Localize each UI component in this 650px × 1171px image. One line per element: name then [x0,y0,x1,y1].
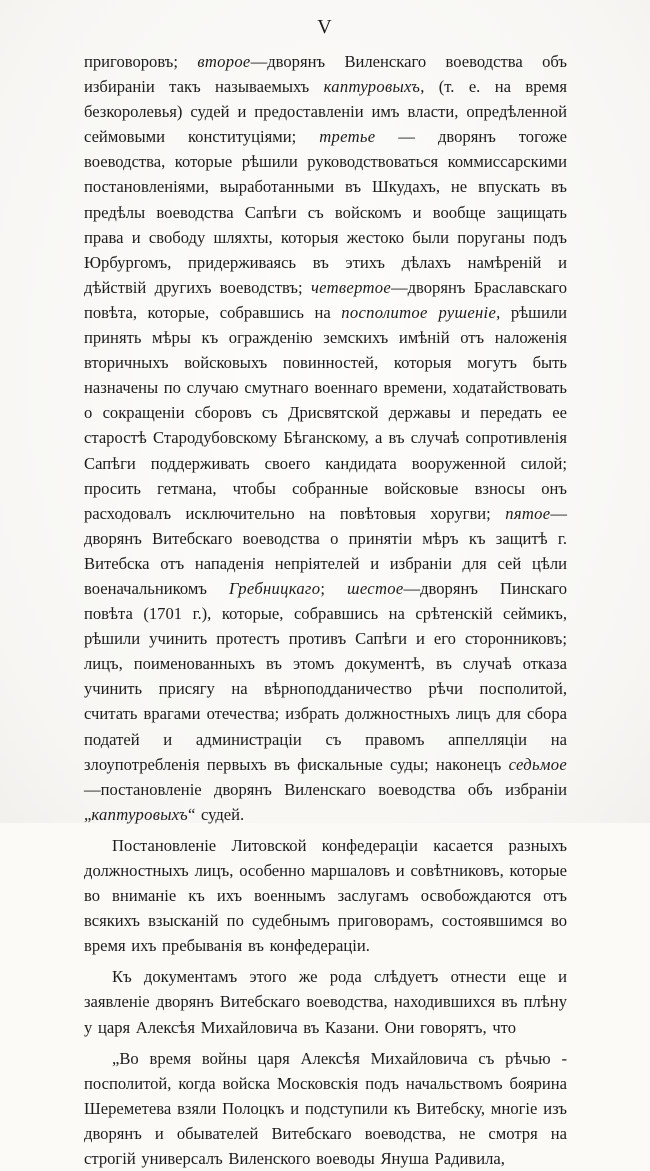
text-segment: — дворянъ тогоже воеводства, которые рѣшили руководствоваться коммиссарскими постановленіями, выработанными въ Шкудахъ, не впускать въ предѣлы воеводства Сапѣги съ войскомъ и вообще защищать права и свободу шляхты, которыя жестоко были поруганы подъ Юрбургомъ, придерживаясь въ этихъ дѣлахъ намѣреній и дѣйствій другихъ воеводствъ; [84,127,567,297]
text-segment: приговоровъ; [84,52,198,71]
text-segment: „Во время войны царя Алексѣя Михайловича съ рѣчью - посполитой, когда войска Московскія подъ начальствомъ боярина Шереметева взяли Полоцкъ и подступили къ Витебску, многіе изъ дворянъ и обывателей Витебскаго воеводства, не смотря на строгій универсалъ Виленского воеводы Януша Радивила, [84,1048,567,1169]
italic-text-segment: каптуровыхъ [91,804,188,824]
page-number: V [317,16,333,38]
text-segment: ; [320,578,348,598]
paragraph [84,833,567,958]
italic-text-segment: седьмое [508,754,567,774]
italic-text-segment: шестое [347,578,404,598]
paragraph [84,1046,567,1171]
text-segment: , (т. е. на время безкоролевья) судей и предоставленіи имъ власти, опредѣленной сеймовыми конституціями; [84,77,568,147]
text-segment: —постановленіе дворянъ Виленскаго воеводства объ избраніи „ [84,779,567,824]
italic-text-segment: пятое [505,503,551,523]
text-segment: —дворянъ Виленскаго воеводства объ избираніи такъ называемыхъ [84,52,567,97]
text-segment: Къ документамъ этого же рода слѣдуетъ отнести еще и заявленіе дворянъ Витебскаго воеводства, находившихся въ плѣну у царя Алексѣя Михайловича въ Казани. Они говорятъ, что [84,967,567,1037]
page-text [84,49,567,1171]
text-segment: Постановленіе Литовской конфедераціи касается разныхъ должностныхъ лицъ, особенно маршаловъ и совѣтниковъ, которые во вниманіе къ ихъ военнымъ заслугамъ освобождаются отъ всякихъ взысканій по судебнымъ приговорамъ, состоявшимся во время ихъ пребыванія въ конфедераціи. [84,835,567,956]
paragraph [84,964,567,1039]
italic-text-segment: третье [319,127,376,147]
italic-text-segment: Гребницкаго [229,578,321,598]
text-segment: —дворянъ Браславскаго повѣта, которые, собравшись на [84,277,567,322]
italic-text-segment: каптуровыхъ [323,77,421,97]
text-segment: —дворянъ Витебскаго воеводства о принятіи мѣръ къ защитѣ г. Витебска отъ нападенія непріятелей и избраніи для сей цѣли военачальникомъ [84,503,567,598]
italic-text-segment: второе [197,52,251,71]
text-segment: , рѣшили принять мѣры къ огражденію земскихъ имѣній отъ наложенія вторичныхъ войсковыхъ повинностей, которыя могутъ быть назначены по случаю смутнаго военнаго времени, ходатайствовать о сокращеніи сборовъ съ Дрисвятской державы и передать ее старостѣ Стародубовскому Бѣганскому, а въ случаѣ сопротивленія Сапѣги поддерживать своего кандидата вооруженной силой; просить гетмана, чтобы собранные войсковые взносы онъ расходовалъ исключительно на повѣтовыя хоругви; [84,302,567,523]
paragraph [84,49,567,827]
italic-text-segment: посполитое рушеніе [341,302,497,322]
text-segment: “ судей. [187,804,245,824]
italic-text-segment: четвертое [310,277,391,297]
text-segment: —дворянъ Пинскаго повѣта (1701 г.), которые, собравшись на срѣтенскій сеймикъ, рѣшили учинить протестъ противъ Сапѣги и его сторонниковъ; лицъ, поименованныхъ въ этомъ документѣ, въ случаѣ отказа учинить присягу на вѣрноподданичество рѣчи посполитой, считать врагами отечества; избрать должностныхъ лицъ для сбора податей и администраціи съ правомъ аппелляціи на злоупотребленія первыхъ въ фискальные суды; наконецъ [84,578,568,774]
